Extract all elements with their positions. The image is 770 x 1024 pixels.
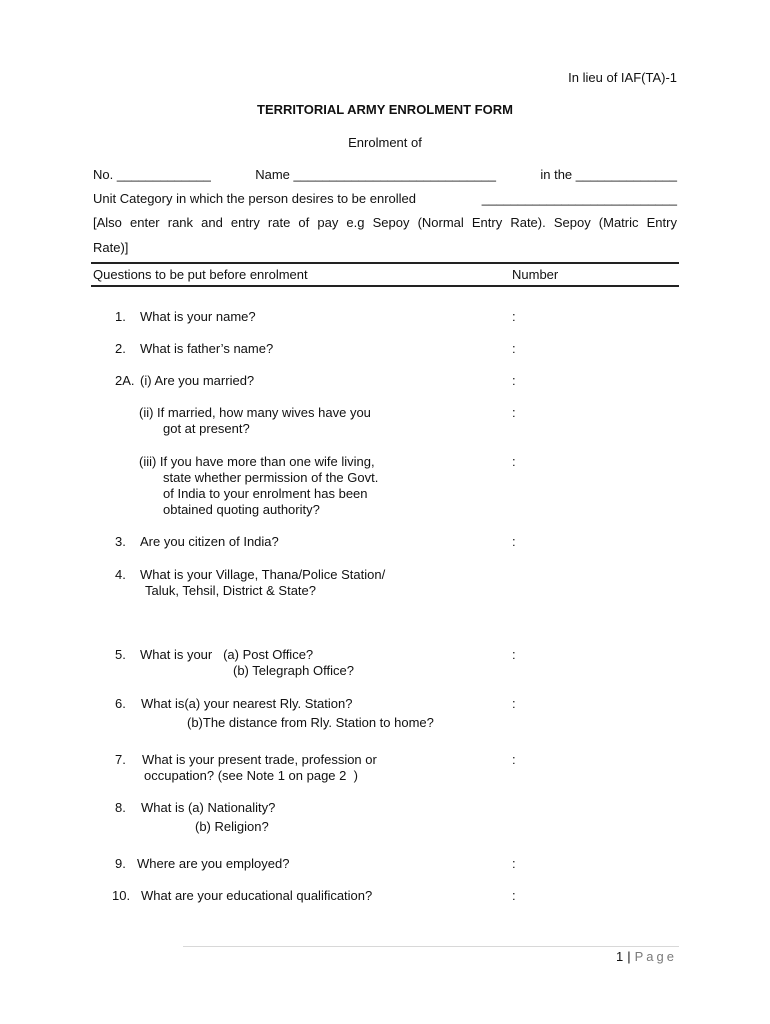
question-number: 1. [115,309,126,324]
question-number: 8. [115,800,126,815]
answer-colon: : [512,888,516,903]
question-text: (b) Telegraph Office? [233,663,354,678]
question-text: got at present? [163,421,250,436]
table-top-rule [91,262,679,264]
number-column-header: Number [512,267,559,282]
answer-colon: : [512,534,516,549]
footer-separator: | [627,949,631,964]
footer-rule [183,946,679,947]
question-text: (ii) If married, how many wives have you [139,405,371,420]
answer-colon: : [512,405,516,420]
rank-instruction-word: Rate). [510,215,546,230]
answer-colon: : [512,856,516,871]
question-text: obtained quoting authority? [163,502,320,517]
number-field: No. _____________ [93,167,211,182]
question-text: Taluk, Tehsil, District & State? [145,583,316,598]
question-text: What are your educational qualification? [141,888,373,903]
question-text: Are you citizen of India? [140,534,279,549]
question-number: 2A. [115,373,135,388]
question-text: (i) Are you married? [140,373,255,388]
answer-colon: : [512,373,516,388]
answer-colon: : [512,752,516,767]
page-footer [616,949,677,964]
question-text: of India to your enrolment has been [163,486,368,501]
question-text: What is your Village, Thana/Police Station/ [140,567,386,582]
enrolment-details-line [93,167,677,182]
question-text: What is (a) Nationality? [141,800,276,815]
page-label: Page [634,949,677,964]
question-text: (b)The distance from Rly. Station to home? [187,715,434,730]
question-text: What is(a) your nearest Rly. Station? [141,696,353,711]
question-text: state whether permission of the Govt. [163,470,379,485]
rank-instruction-word: (Normal [417,215,464,230]
question-text: occupation? (see Note 1 on page 2 ) [144,768,358,783]
rank-instruction-word: Entry [646,215,677,230]
question-text: (b) Religion? [195,819,269,834]
answer-colon: : [512,696,516,711]
rank-instruction-word: pay [317,215,339,230]
question-text: What is your (a) Post Office? [140,647,314,662]
question-number: 10. [112,888,131,903]
question-number: 5. [115,647,126,662]
unit-field: in the ______________ [540,167,677,182]
unit-category-label: Unit Category in which the person desires to be enrolled [93,191,417,206]
rank-instruction-word: enter [130,215,160,230]
question-text: What is your present trade, profession or [142,752,377,767]
rank-instruction-word: entry [230,215,260,230]
rank-instruction-word: Sepoy [372,215,410,230]
rank-instruction-word: rate [267,215,291,230]
rank-instruction-continued: Rate)] [93,240,129,255]
rank-instruction-word: (Matric [598,215,639,230]
question-number: 3. [115,534,126,549]
unit-category-line [93,191,677,206]
form-reference: In lieu of IAF(TA)-1 [568,70,677,85]
rank-instruction-word: of [298,215,310,230]
answer-colon: : [512,454,516,469]
form-subtitle: Enrolment of [348,135,422,150]
rank-instruction-word: rank [167,215,194,230]
page-number: 1 [616,949,624,964]
rank-instruction-line [93,215,677,230]
rank-instruction-word: e.g [346,215,365,230]
rank-instruction-word: Sepoy [553,215,591,230]
name-field: Name ____________________________ [255,167,496,182]
question-number: 7. [115,752,126,767]
question-text: What is your name? [140,309,256,324]
answer-colon: : [512,309,516,324]
unit-category-blank: ___________________________ [481,191,677,206]
questions-column-header: Questions to be put before enrolment [93,267,308,282]
answer-colon: : [512,341,516,356]
question-number: 6. [115,696,126,711]
rank-instruction-word: Entry [471,215,503,230]
question-text: What is father’s name? [140,341,274,356]
form-title: TERRITORIAL ARMY ENROLMENT FORM [257,102,513,117]
rank-instruction-word: [Also [93,215,122,230]
rank-instruction-word: and [201,215,223,230]
question-text: Where are you employed? [137,856,290,871]
question-text: (iii) If you have more than one wife living, [139,454,375,469]
question-number: 2. [115,341,126,356]
question-number: 9. [115,856,126,871]
table-bottom-rule [91,285,679,287]
answer-colon: : [512,647,516,662]
question-number: 4. [115,567,126,582]
